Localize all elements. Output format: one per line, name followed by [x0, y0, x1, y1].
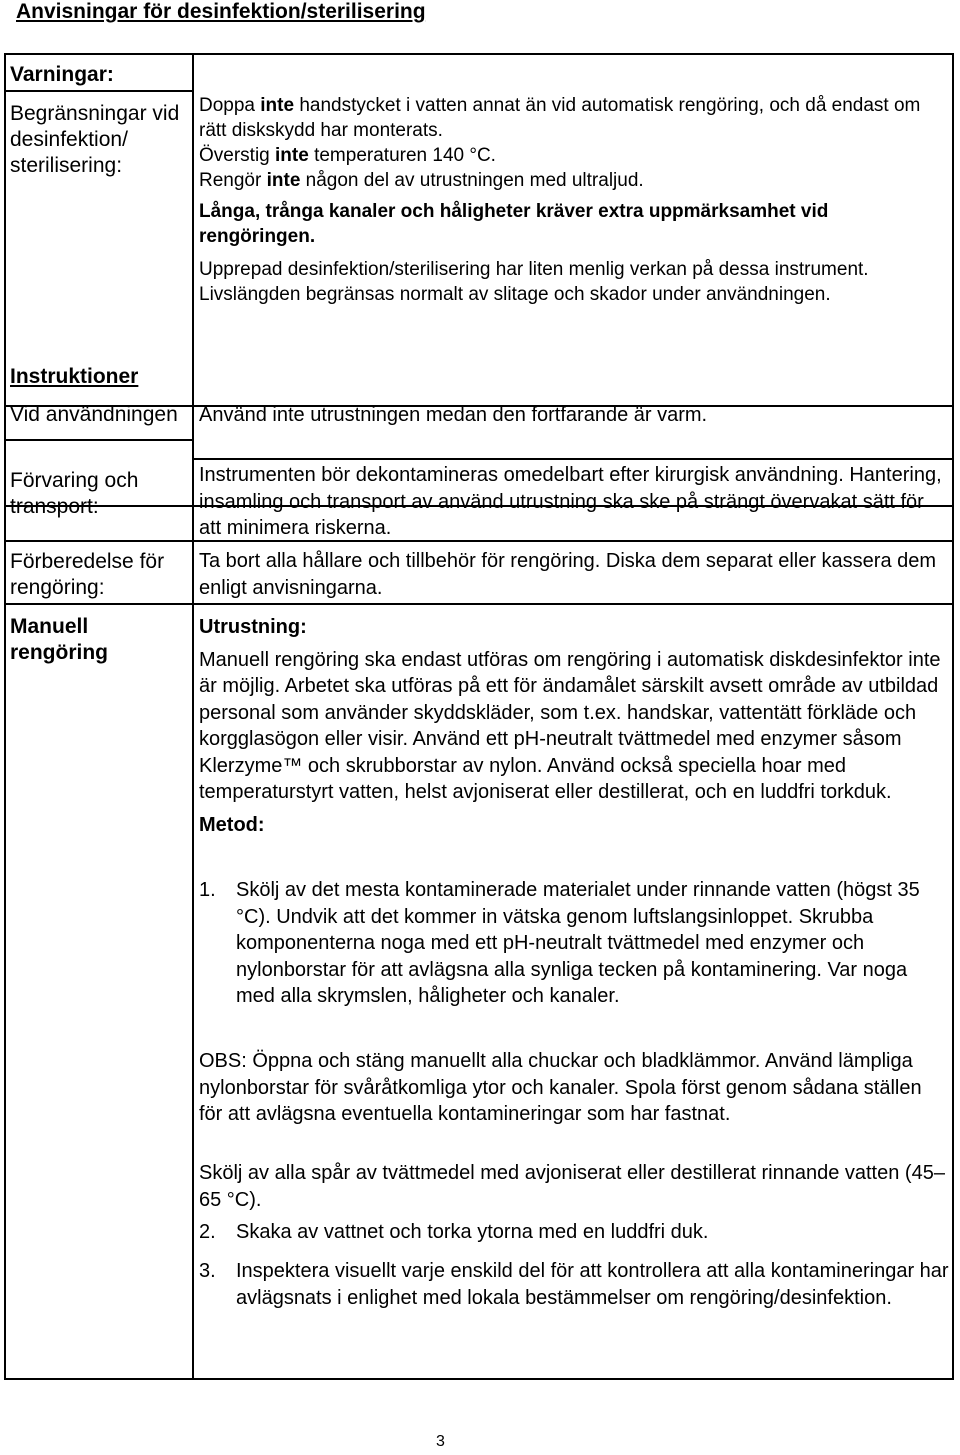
- row-divider: [6, 439, 192, 441]
- page-title: Anvisningar för desinfektion/sterilisering: [16, 0, 426, 23]
- preparation-label: Förberedelse för rengöring:: [10, 550, 165, 599]
- method-step-3: [199, 1258, 949, 1311]
- page-number: 3: [436, 1433, 445, 1450]
- equipment-text: Manuell rengöring ska endast utföras om rengöring i automatisk diskdesinfektor inte är möjlig. Arbetet ska utföras på ett för ändamålet särskilt avsett område av utbildad personal som använder skyddskläder, som t.ex. handskar, vattentätt förkläde och korgglasögon eller visir. Använd ett pH-neutralt tvättmedel med enzymer såsom Klerzyme™ och skrubborstar av nylon. Använd också speciella hoar med temperaturstyrt vatten, helst avjoniserat eller destillerat, och en luddfri torkduk.: [199, 648, 941, 803]
- storage-label: Förvaring och transport:: [10, 469, 139, 518]
- storage-text: Instrumenten bör dekontamineras omedelbart efter kirurgisk användning. Hantering, insamling och transport av använd utrustning ska ske på strängt övervakat sätt för att minimera riskerna.: [199, 464, 942, 539]
- warnings-label: Varningar:: [10, 63, 114, 86]
- step-number: 3.: [199, 1260, 216, 1282]
- limits-section: [199, 93, 949, 307]
- manual-cleaning-label: Manuell rengöring: [10, 615, 108, 664]
- limits-label: Begränsningar vid desinfektion/ sterilisering:: [10, 102, 180, 177]
- step-text: Skölj av det mesta kontaminerade materialet under rinnande vatten (högst 35 °C). Undvik att det kommer in vätska genom luftslangsinloppet. Skrubba komponenterna noga med ett pH-neutralt tvättmedel med enzymer och nylonborstar för att avlägsna alla synliga tecken på kontaminering. Var noga med alla skrymslen, håligheter och kanaler.: [236, 879, 920, 1007]
- row-divider: [6, 603, 952, 605]
- step-number: 1.: [199, 879, 216, 901]
- step-number: 2.: [199, 1221, 216, 1243]
- instructions-label: Instruktioner: [10, 365, 139, 388]
- method-step-1: [199, 877, 949, 1010]
- limit-line-1: Doppa inte handstycket i vatten annat än vid automatisk rengöring, och då endast om rätt diskskydd har monterats.: [199, 95, 921, 141]
- point-of-use-label: Vid användningen: [10, 403, 178, 426]
- obs-text: OBS: Öppna och stäng manuellt alla chuckar och bladklämmor. Använd lämpliga nylonborstar för svåråtkomliga ytor och kanaler. Spola först genom sådana ställen för att avlägsna eventuella kontamineringar som har fastnat.: [199, 1050, 922, 1125]
- row-divider: [192, 458, 952, 460]
- column-divider: [192, 55, 194, 1378]
- step-text: Inspektera visuellt varje enskild del för att kontrollera att alla kontamineringar har avlägsnats i enlighet med lokala bestämmelser om rengöring/desinfektion.: [236, 1260, 949, 1309]
- point-of-use-text: Använd inte utrustningen medan den fortfarande är varm.: [199, 404, 708, 426]
- method-heading: Metod:: [199, 813, 265, 836]
- equipment-heading: Utrustning:: [199, 616, 307, 638]
- step-text: Skaka av vattnet och torka ytorna med en luddfri duk.: [236, 1221, 709, 1243]
- rinse-text: Skölj av alla spår av tvättmedel med avjoniserat eller destillerat rinnande vatten (45–65 °C).: [199, 1162, 945, 1211]
- limit-line-5: Upprepad desinfektion/sterilisering har liten menlig verkan på dessa instrument. Livslängden begränsas normalt av slitage och skador under användningen.: [199, 259, 869, 305]
- limit-line-4: Långa, trånga kanaler och håligheter kräver extra uppmärksamhet vid rengöringen.: [199, 201, 829, 247]
- preparation-text: Ta bort alla hållare och tillbehör för rengöring. Diska dem separat eller kassera dem enligt anvisningarna.: [199, 550, 937, 599]
- limit-line-2: Överstig inte temperaturen 140 °C.: [199, 145, 496, 166]
- manual-cleaning-section: [199, 614, 949, 838]
- method-step-2: [199, 1219, 949, 1246]
- limit-line-3: Rengör inte någon del av utrustningen med ultraljud.: [199, 170, 644, 191]
- row-divider: [6, 90, 192, 92]
